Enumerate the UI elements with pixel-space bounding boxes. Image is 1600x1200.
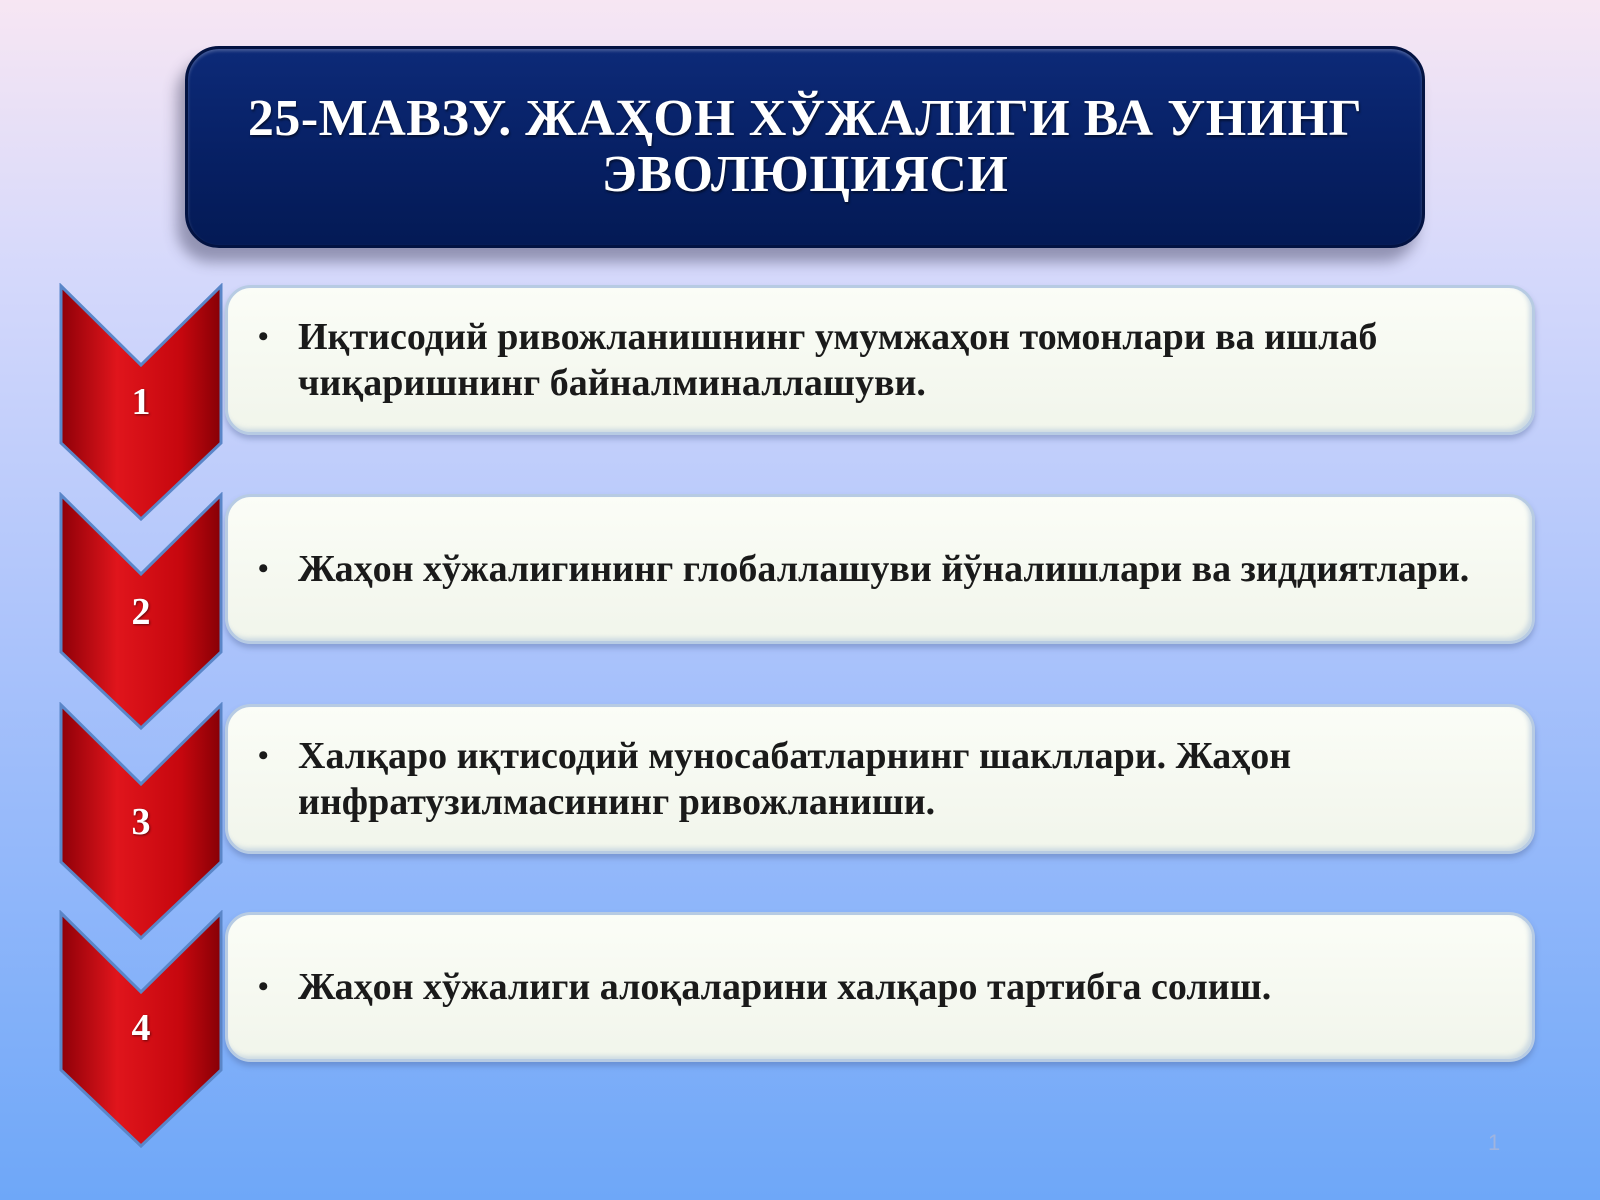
bullet: • <box>258 739 269 772</box>
item-text-2: Жаҳон хўжалигининг глобаллашуви йўналишлари ва зиддиятлари. <box>298 548 1470 590</box>
item-text-1: Иқтисодий ривожланишнинг умумжаҳон томонлари ва ишлаб чиқаришнинг байналминаллашуви. <box>298 316 1378 404</box>
item-number-4: 4 <box>131 1007 151 1049</box>
bullet: • <box>258 970 269 1003</box>
slide-number: 1 <box>1488 1130 1501 1155</box>
item-text-4: Жаҳон хўжалиги алоқаларини халқаро тартибга солиш. <box>298 966 1272 1008</box>
slide-title: 25-МАВЗУ. ЖАҲОН ХЎЖАЛИГИ ВА УНИНГ ЭВОЛЮЦИЯСИ <box>247 90 1363 203</box>
bullet: • <box>258 552 269 585</box>
item-number-3: 3 <box>131 801 151 843</box>
item-number-1: 1 <box>131 381 151 423</box>
item-card-3 <box>225 704 1535 854</box>
item-text-3: Халқаро иқтисодий муносабатларнинг шакллари. Жаҳон инфратузилмасининг ривожланиши. <box>298 735 1292 823</box>
item-number-2: 2 <box>131 591 151 633</box>
item-card-2 <box>225 494 1535 644</box>
title-box <box>185 46 1425 248</box>
item-card-1 <box>225 285 1535 435</box>
item-card-4 <box>225 912 1535 1062</box>
bullet: • <box>258 320 269 353</box>
